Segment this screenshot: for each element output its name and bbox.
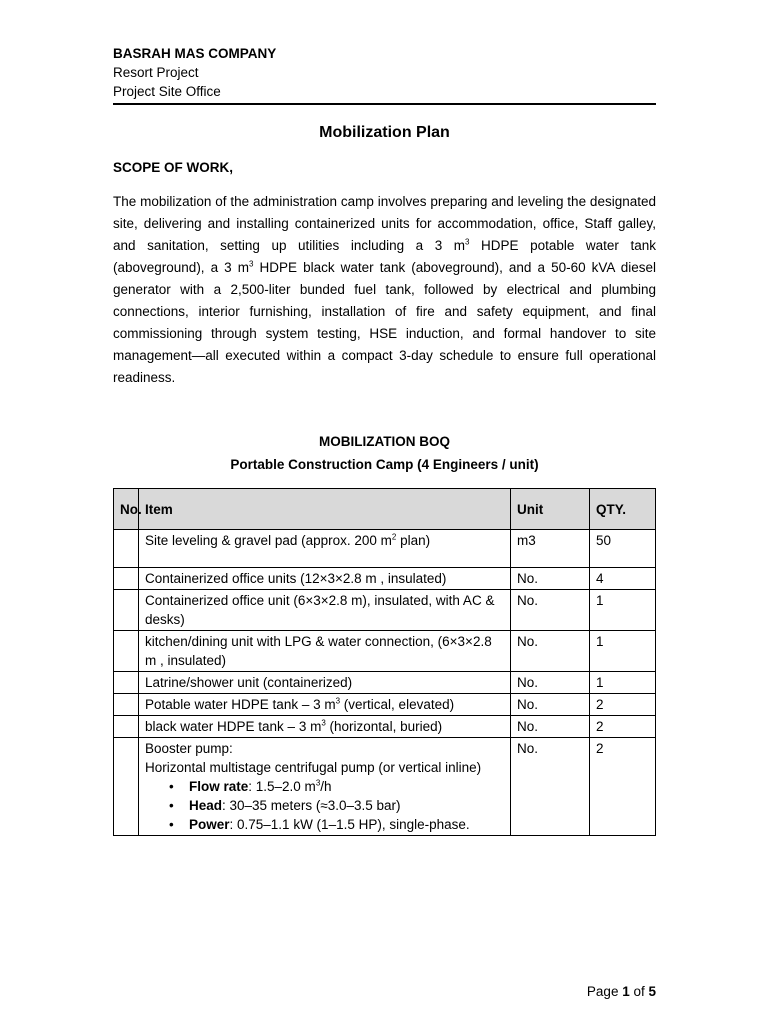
- col-header-unit: Unit: [511, 489, 590, 530]
- cell-qty: 2: [590, 694, 656, 716]
- table-row: [114, 530, 656, 568]
- cell-unit: No.: [511, 716, 590, 738]
- cell-item: Containerized office units (12×3×2.8 m , insulated): [139, 568, 511, 590]
- pump-description: Horizontal multistage centrifugal pump (or vertical inline): [145, 760, 482, 775]
- cell-qty: 1: [590, 672, 656, 694]
- col-header-item: Item: [139, 489, 511, 530]
- cell-no: [114, 738, 139, 836]
- cell-no: [114, 568, 139, 590]
- cell-unit: m3: [511, 530, 590, 568]
- cell-item: Containerized office unit (6×3×2.8 m), insulated, with AC & desks): [139, 590, 511, 631]
- header-rule: [113, 103, 656, 105]
- cell-no: [114, 530, 139, 568]
- document-page: [113, 44, 656, 836]
- cell-no: [114, 694, 139, 716]
- boq-title: MOBILIZATION BOQ: [319, 434, 450, 449]
- cell-unit: No.: [511, 590, 590, 631]
- cell-qty: 2: [590, 716, 656, 738]
- cell-qty: 2: [590, 738, 656, 836]
- cell-no: [114, 716, 139, 738]
- project-name: Resort Project: [113, 65, 199, 80]
- company-name: BASRAH MAS COMPANY: [113, 46, 277, 61]
- document-title: Mobilization Plan: [319, 124, 450, 141]
- office-name: Project Site Office: [113, 84, 221, 99]
- cell-no: [114, 672, 139, 694]
- table-row: [114, 631, 656, 672]
- col-header-qty: QTY.: [590, 489, 656, 530]
- scope-heading: SCOPE OF WORK,: [113, 160, 234, 175]
- cell-item: [139, 738, 511, 836]
- table-row: [114, 568, 656, 590]
- cell-unit: No.: [511, 738, 590, 836]
- table-row: [114, 590, 656, 631]
- cell-unit: No.: [511, 631, 590, 672]
- cell-no: [114, 631, 139, 672]
- list-item: • Flow rate: 1.5–2.0 $m^3/h$: [189, 777, 504, 796]
- cell-unit: No.: [511, 694, 590, 716]
- boq-subtitle: Portable Construction Camp (4 Engineers / unit): [230, 457, 539, 472]
- cell-unit: No.: [511, 672, 590, 694]
- cell-qty: 50: [590, 530, 656, 568]
- cell-no: [114, 590, 139, 631]
- cell-item: Latrine/shower unit (containerized): [139, 672, 511, 694]
- table-row: [114, 694, 656, 716]
- table-row: [114, 716, 656, 738]
- cell-item: Site leveling & gravel pad (approx. 200 $m^2$ plan): [139, 530, 511, 568]
- list-item: • Power: 0.75–1.1 kW (1–1.5 HP), single-phase.: [189, 815, 504, 834]
- list-item: • Head: 30–35 meters (≈3.0–3.5 bar): [189, 796, 504, 815]
- cell-qty: 1: [590, 631, 656, 672]
- page-number: Page 1 of 5: [586, 984, 656, 999]
- pump-title: Booster pump:: [145, 741, 233, 756]
- col-header-no: No.: [114, 489, 139, 530]
- table-header-row: [114, 489, 656, 530]
- table-row: [114, 672, 656, 694]
- cell-qty: 1: [590, 590, 656, 631]
- scope-paragraph: The mobilization of the administration camp involves preparing and leveling the designated site, delivering and installing containerized units for accommodation, office, Staff galley, and sanitation, setting up utilities including a 3 $m^3$ HDPE potable water tank (aboveground), a 3 $m^3$ HDPE black water tank (aboveground), and a 50-60 kVA diesel generator with a 2,500-liter bunded fuel tank, followed by electrical and plumbing connections, interior furnishing, installation of fire and safety equipment, and final commissioning through system testing, HSE induction, and formal handover to site management—all executed within a compact 3-day schedule to ensure full operational readiness.: [113, 194, 656, 385]
- cell-item: Potable water HDPE tank – 3 $m^3$ (vertical, elevated): [139, 694, 511, 716]
- cell-item: kitchen/dining unit with LPG & water connection, (6×3×2.8 m , insulated): [139, 631, 511, 672]
- cell-qty: 4: [590, 568, 656, 590]
- cell-item: black water HDPE tank – 3 $m^3$ (horizontal, buried): [139, 716, 511, 738]
- boq-table: [113, 488, 656, 836]
- pump-spec-list: [145, 777, 504, 834]
- cell-unit: No.: [511, 568, 590, 590]
- table-row: [114, 738, 656, 836]
